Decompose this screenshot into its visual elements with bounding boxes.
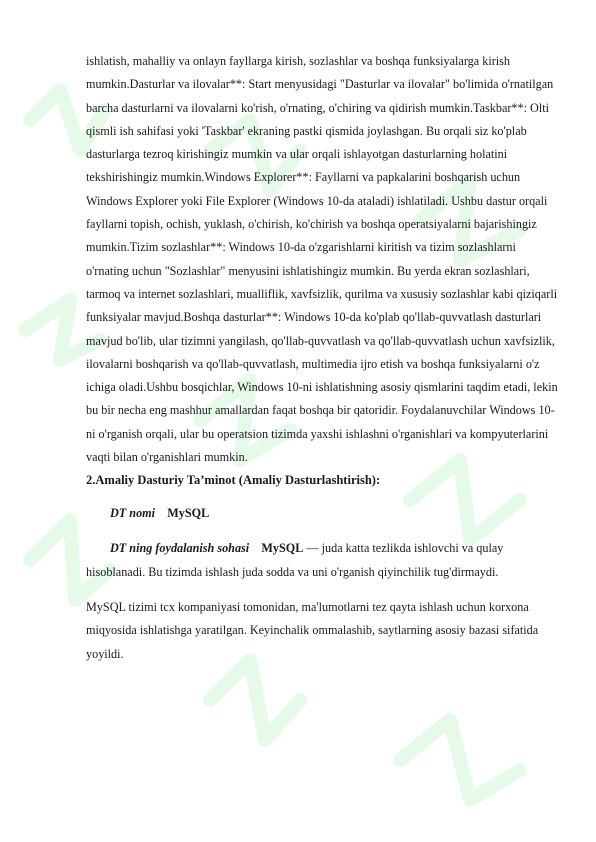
- dt-name-value: MySQL: [167, 506, 210, 521]
- dt-usage-value: MySQL: [261, 541, 304, 556]
- document-content: [86, 50, 560, 666]
- dt-name-line: [86, 502, 560, 525]
- watermark-mark: [210, 660, 300, 740]
- body-paragraph: ishlatish, mahalliy va onlayn fayllarga kirish, sozlashlar va boshqa funksiyalarga kirish mumkin.Dasturlar va ilovalar**: Start menyusidagi "Dasturlar va ilovalar" bo'limida o'rnatilgan barcha dasturlarni va ilovalarni ko'rish, o'rnating, o'chiring va qidirish mumkin.Taskbar**: Olti qismli ish sahifasi yoki 'Taskbar' ekraning pastki qismida joylashgan. Bu orqali siz ko'plab dasturlarga tezroq kirishingiz mumkin va ular orqali ishlayotgan dasturlarning holatini tekshirishingiz mumkin.Windows Explorer**: Fayllarni va papkalarini boshqarish uchun Windows Explorer yoki File Explorer (Windows 10-da ataladi) ishlatiladi. Ushbu dastur orqali fayllarni topish, ochish, yuklash, o'chirish, ko'chirish va boshqa operatsiyalarni bajarishingiz mumkin.Tizim sozlashlar**: Windows 10-da o'zgarishlarni kiritish va tizim sozlashlarni o'rnating uchun "Sozlashlar" menyusini ishlatishingiz mumkin. Bu yerda ekran sozlashlari, tarmoq va internet sozlashlari, mualliflik, xavfsizlik, qurilma va xususiy sozlashlar kabi qiziqarli funksiyalar mavjud.Boshqa dasturlar**: Windows 10-da ko'plab qo'llab-quvvatlash dasturlari mavjud bo'lib, ular tizimni yangilash, qo'llab-quvvatlash va qo'llab-quvvatlash uchun xavfsizlik, ilovalarni boshqarish va qo'llab-quvvatlash, multimedia ijro etish va boshqa funksiyalarni o'z ichiga oladi.Ushbu bosqichlar, Windows 10-ni ishlatishning asosiy qismlarini taqdim etadi, lekin bu bir necha eng mashhur amallardan faqat boshqa bir qatoridir. Foydalanuvchilar Windows 10-ni o'rganish orqali, ular bu operatsion tizimda yaxshi ishlashni o'rganishlari va kompyuterlarini vaqti bilan o'rganishlari mumkin.: [86, 54, 558, 465]
- section-heading: 2.Amaliy Dasturiy Ta’minot (Amaliy Dasturlashtirish):: [86, 473, 381, 488]
- dt-usage-text: — juda katta tezlikda ishlovchi va qulay hisoblanadi. Bu tizimda ishlash juda sodda va uni o'rganish qiyinchilik tug'dirmaydi.: [86, 541, 504, 579]
- dt-name-label: DT nomi: [110, 506, 156, 521]
- final-paragraph: MySQL tizimi tcx kompaniyasi tomonidan, ma'lumotlarni tez qayta ishlash uchun korxona miqyosida ishlatishga yaratilgan. Keyinchalik ommalashib, saytlarning asosiy bazasi sifatida yoyildi.: [86, 599, 539, 661]
- dt-usage-label: DT ning foydalanish sohasi: [110, 541, 250, 556]
- dt-usage-block: [86, 537, 560, 584]
- watermark-mark: [400, 720, 520, 800]
